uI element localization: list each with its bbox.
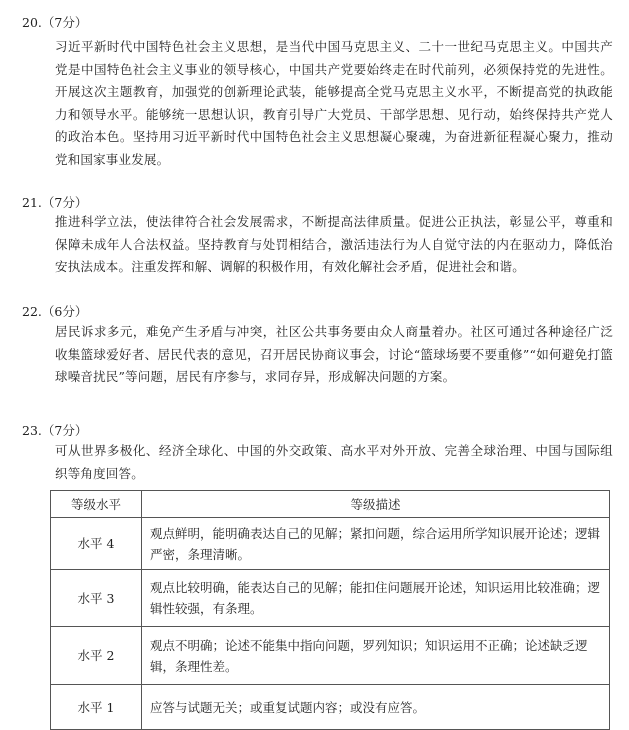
level-cell: 水平 1 — [51, 685, 142, 730]
table-header-description: 等级描述 — [142, 491, 610, 518]
table-row — [51, 627, 610, 685]
table-row — [51, 570, 610, 627]
description-cell: 观点比较明确，能表达自己的见解；能扣住问题展开论述，知识运用比较准确；逻辑性较强，有条理。 — [142, 570, 610, 627]
question-20-answer: 习近平新时代中国特色社会主义思想，是当代中国马克思主义、二十一世纪马克思主义。中国共产党是中国特色社会主义事业的领导核心，中国共产党要始终走在时代前列，必须保持党的先进性。开展这次主题教育，加强党的创新理论武装，能够提高全党马克思主义水平，不断提高党的执政能力和领导水平。能够统一思想认识，教育引导广大党员、干部学思想、见行动，始终保持共产党人的政治本色。坚持用习近平新时代中国特色社会主义思想凝心聚魂，为奋进新征程凝心聚力，推动党和国家事业发展。 — [55, 39, 613, 167]
question-22-answer: 居民诉求多元，难免产生矛盾与冲突，社区公共事务要由众人商量着办。社区可通过各种途径广泛收集篮球爱好者、居民代表的意见，召开居民协商议事会，讨论“篮球场要不要重修”“如何避免打篮球噪音扰民”等问题，居民有序参与，求同存异，形成解决问题的方案。 — [55, 324, 613, 384]
question-21-answer: 推进科学立法，使法律符合社会发展需求，不断提高法律质量。促进公正执法，彰显公平，尊重和保障未成年人合法权益。坚持教育与处罚相结合，激活违法行为人自觉守法的内在驱动力，降低治安执法成本。注重发挥和解、调解的积极作用，有效化解社会矛盾，促进社会和谐。 — [55, 214, 613, 274]
question-22-number: 22.（6分） — [22, 304, 88, 319]
question-23-answer: 可从世界多极化、经济全球化、中国的外交政策、高水平对外开放、完善全球治理、中国与国际组织等角度回答。 — [55, 443, 613, 481]
table-header-level: 等级水平 — [51, 491, 142, 518]
level-cell: 水平 2 — [51, 627, 142, 685]
level-cell: 水平 4 — [51, 518, 142, 570]
question-20-number: 20.（7分） — [22, 15, 88, 30]
table-header-row — [51, 491, 610, 518]
level-cell: 水平 3 — [51, 570, 142, 627]
question-23-number: 23.（7分） — [22, 423, 88, 438]
table-row — [51, 518, 610, 570]
description-cell: 观点不明确；论述不能集中指向问题，罗列知识；知识运用不正确；论述缺乏逻辑，条理性差。 — [142, 627, 610, 685]
table-row — [51, 685, 610, 730]
description-cell: 应答与试题无关；或重复试题内容；或没有应答。 — [142, 685, 610, 730]
question-21-number: 21.（7分） — [22, 195, 88, 210]
description-cell: 观点鲜明，能明确表达自己的见解；紧扣问题，综合运用所学知识展开论述；逻辑严密，条理清晰。 — [142, 518, 610, 570]
grading-levels-table — [50, 490, 610, 730]
